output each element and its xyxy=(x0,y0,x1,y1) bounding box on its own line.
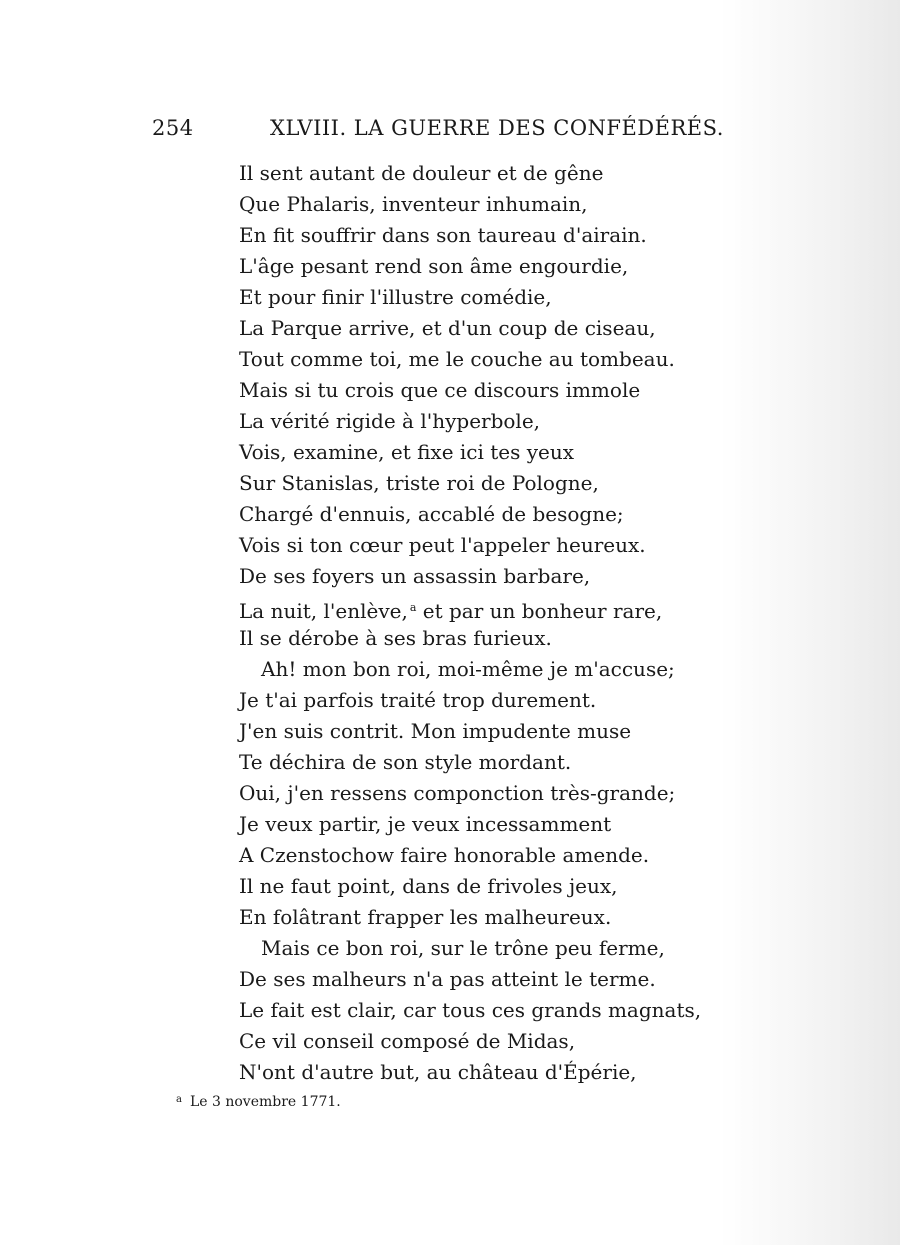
verse-text: L'âge pesant rend son âme engourdie, xyxy=(239,254,629,278)
verse-line xyxy=(239,282,701,313)
verse-text: Vois, examine, et fixe ici tes yeux xyxy=(239,440,575,464)
footnote-text: Le 3 novembre 1771. xyxy=(189,1094,341,1110)
verse-text: A Czenstochow faire honorable amende. xyxy=(239,843,650,867)
verse-line xyxy=(239,251,701,282)
verse-line xyxy=(239,995,701,1026)
verse-line xyxy=(239,623,701,654)
verse-text: Mais si tu crois que ce discours immole xyxy=(239,378,641,402)
verse-text: Te déchira de son style mordant. xyxy=(239,750,572,774)
verse-line xyxy=(239,406,701,437)
verse-line xyxy=(239,1057,701,1088)
verse-text: Vois si ton cœur peut l'appeler heureux. xyxy=(239,533,646,557)
verse-line xyxy=(239,530,701,561)
verse-line xyxy=(239,189,701,220)
verse-text: Il se dérobe à ses bras furieux. xyxy=(239,626,552,650)
verse-text: Oui, j'en ressens componction très-grande; xyxy=(239,781,676,805)
verse-text: J'en suis contrit. Mon impudente muse xyxy=(239,719,632,743)
verse-line xyxy=(239,685,701,716)
verse-text: Ah! mon bon roi, moi-même je m'accuse; xyxy=(261,657,675,681)
verse-line xyxy=(239,964,701,995)
verse-text: En fit souffrir dans son taureau d'airain. xyxy=(239,223,647,247)
verse-line xyxy=(239,220,701,251)
chapter-title: XLVIII. LA GUERRE DES CONFÉDÉRÉS. xyxy=(270,116,724,140)
verse-text: Tout comme toi, me le couche au tombeau. xyxy=(239,347,675,371)
verse-line xyxy=(239,561,701,592)
verse-text: Ce vil conseil composé de Midas, xyxy=(239,1029,576,1053)
verse-line xyxy=(239,809,701,840)
verse-line xyxy=(239,468,701,499)
verse-line xyxy=(239,933,701,964)
footnote-mark: a xyxy=(176,1094,182,1105)
page-number: 254 xyxy=(152,116,194,140)
verse-text: La vérité rigide à l'hyperbole, xyxy=(239,409,541,433)
verse-line xyxy=(239,499,701,530)
verse-text: Je t'ai parfois traité trop durement. xyxy=(239,688,597,712)
verse-text: Mais ce bon roi, sur le trône peu ferme, xyxy=(261,936,665,960)
verse-text: N'ont d'autre but, au château d'Épérie, xyxy=(239,1060,637,1084)
footnote xyxy=(176,1094,341,1110)
poem-verses xyxy=(239,158,701,1088)
verse-line xyxy=(239,747,701,778)
verse-text: Et pour finir l'illustre comédie, xyxy=(239,285,552,309)
verse-text: Le fait est clair, car tous ces grands magnats, xyxy=(239,998,702,1022)
verse-line xyxy=(239,871,701,902)
verse-line xyxy=(239,1026,701,1057)
verse-line xyxy=(239,716,701,747)
running-head xyxy=(152,116,722,146)
verse-line xyxy=(239,437,701,468)
verse-text: Sur Stanislas, triste roi de Pologne, xyxy=(239,471,599,495)
verse-text: La nuit, l'enlève, xyxy=(239,599,408,623)
verse-line xyxy=(239,313,701,344)
verse-text: En folâtrant frapper les malheureux. xyxy=(239,905,612,929)
footnote-reference: a xyxy=(409,601,417,614)
verse-text: Je veux partir, je veux incessamment xyxy=(239,812,612,836)
verse-text: Il sent autant de douleur et de gêne xyxy=(239,161,604,185)
verse-line xyxy=(239,158,701,189)
verse-line xyxy=(239,344,701,375)
verse-line xyxy=(239,840,701,871)
verse-text: La Parque arrive, et d'un coup de ciseau, xyxy=(239,316,656,340)
verse-text: Chargé d'ennuis, accablé de besogne; xyxy=(239,502,624,526)
verse-text: De ses foyers un assassin barbare, xyxy=(239,564,591,588)
verse-text: Que Phalaris, inventeur inhumain, xyxy=(239,192,588,216)
verse-text: Il ne faut point, dans de frivoles jeux, xyxy=(239,874,618,898)
verse-line xyxy=(239,654,701,685)
verse-text-continued: et par un bonheur rare, xyxy=(416,599,663,623)
verse-line xyxy=(239,778,701,809)
verse-text: De ses malheurs n'a pas atteint le terme. xyxy=(239,967,656,991)
verse-line xyxy=(239,902,701,933)
verse-line xyxy=(239,375,701,406)
verse-line xyxy=(239,592,701,623)
